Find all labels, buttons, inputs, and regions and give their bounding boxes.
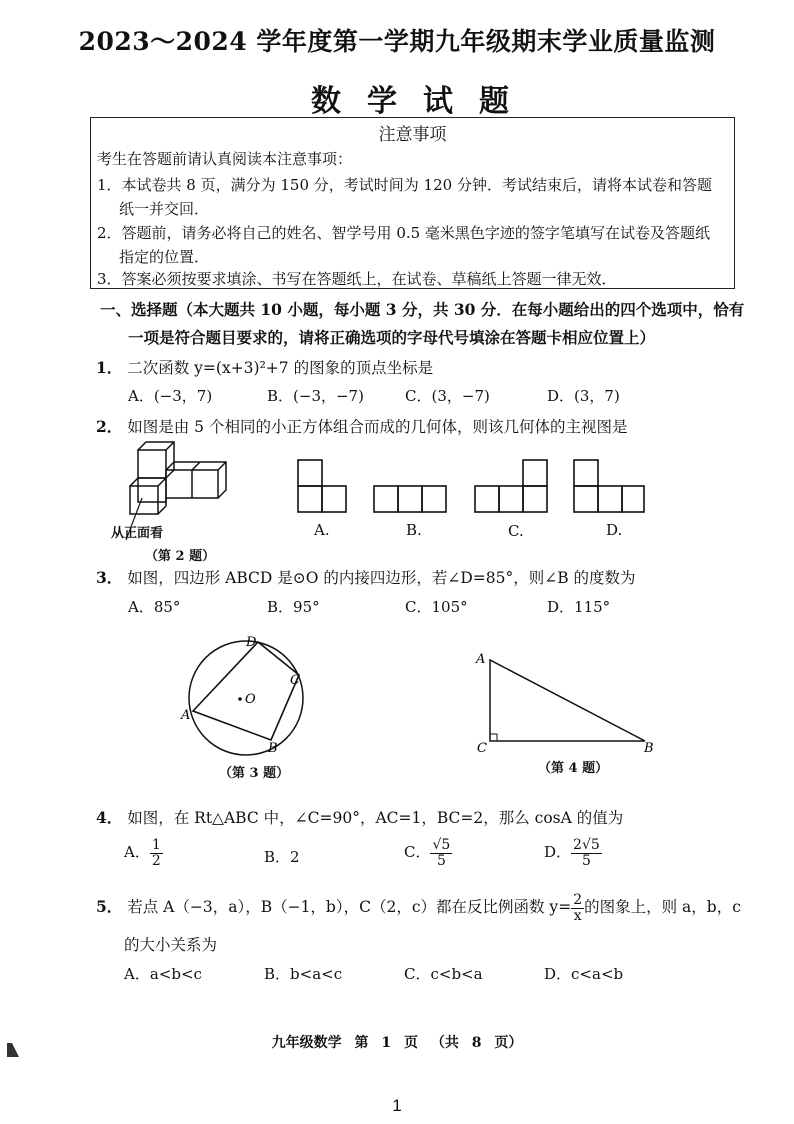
q4-option-b: B．2 (264, 848, 300, 866)
q4-caption: （第 4 题） (538, 761, 609, 776)
question-number: 4． (96, 808, 123, 827)
question-text: 如图，在 Rt△ABC 中，∠C=90°，AC=1，BC=2，那么 cosA 的值为 (127, 809, 624, 827)
question-number: 2． (96, 417, 123, 436)
q2-option-b-figure (374, 486, 446, 512)
fraction-denominator: 2 (151, 852, 161, 869)
label-a: A (181, 708, 191, 723)
fraction-numerator: 1 (151, 837, 161, 853)
fraction (571, 838, 602, 868)
label-b: B (268, 741, 278, 756)
q2-option-d-label: D. (606, 521, 623, 539)
label-a: A (476, 652, 486, 667)
page-number: 1 (392, 1096, 402, 1115)
q3-caption: （第 3 题） (219, 766, 290, 781)
notice-box (90, 117, 735, 289)
fraction-numerator: 2√5 (573, 837, 600, 853)
fraction (571, 893, 584, 923)
q4-option-a (124, 838, 163, 868)
q4-option-d (544, 838, 602, 868)
quadrilateral-abcd (193, 642, 299, 740)
fraction-numerator: √5 (432, 837, 451, 853)
exam-title: 2023～2024 学年度第一学期九年级期末学业质量监测 (78, 27, 716, 56)
question-4 (96, 806, 623, 828)
q2-option-a-label: A. (314, 521, 330, 539)
q1-option-b: B．(−3，−7) (267, 387, 364, 405)
fraction (150, 838, 163, 868)
question-5 (96, 893, 741, 923)
q1-option-c: C．(3，−7) (405, 387, 490, 405)
q2-option-c-label: C. (508, 522, 524, 540)
q3-option-b: B．95° (267, 598, 320, 616)
right-angle-mark (490, 734, 497, 741)
notice-item-2: 2．答题前，请务必将自己的姓名、智学号用 0.5 毫米黑色字迹的签字笔填写在试卷及答题纸 (97, 224, 710, 242)
section-heading-line2: 一项是符合题目要求的，请将正确选项的字母代号填涂在答题卡相应位置上） (128, 328, 656, 347)
label-b: B (644, 741, 654, 756)
question-text: 如图是由 5 个相同的小正方体组合而成的几何体，则该几何体的主视图是 (127, 418, 628, 436)
question-1 (96, 356, 433, 378)
label-o: O (245, 692, 256, 707)
notice-item-1-cont: 纸一并交回． (119, 200, 210, 218)
q2-option-c-figure (475, 460, 547, 512)
question-5-line2: 的大小关系为 (124, 936, 218, 954)
notice-item-1: 1．本试卷共 8 页，满分为 150 分，考试时间为 120 分钟．考试结束后，请将本试卷和答题 (97, 176, 712, 194)
question-text: 二次函数 y=(x+3)²+7 的图象的顶点坐标是 (127, 359, 434, 377)
q2-option-d-figure (574, 460, 644, 512)
q4-option-c (404, 838, 452, 868)
label-c: C (290, 673, 300, 688)
exam-subtitle: 数学试题 (311, 84, 535, 119)
fraction-denominator: 5 (436, 852, 446, 869)
fraction-denominator: 5 (581, 852, 591, 869)
q3-option-d: D．115° (547, 598, 611, 616)
triangle-abc (490, 660, 645, 741)
q2-options-figures (296, 458, 646, 516)
q4-triangle-figure (470, 648, 660, 758)
option-prefix: D． (544, 843, 572, 862)
label-c: C (477, 741, 487, 756)
q5-option-b: B．b<a<c (264, 965, 343, 983)
fraction-numerator: 2 (573, 892, 583, 908)
page-footer: 九年级数学 第 1 页 （共 8 页） (271, 1035, 523, 1051)
q2-option-b-label: B. (406, 521, 422, 539)
q1-option-d: D．(3，7) (547, 387, 620, 405)
question-number: 3． (96, 568, 123, 587)
question-text: 若点 A（−3，a），B（−1，b），C（2，c）都在反比例函数 y= (127, 898, 572, 917)
option-prefix: C． (404, 843, 431, 862)
question-text: 如图，四边形 ABCD 是⊙O 的内接四边形，若∠D=85°，则∠B 的度数为 (127, 569, 636, 587)
notice-item-3: 3．答案必须按要求填涂、书写在答题纸上，在试卷、草稿纸上答题一律无效． (97, 270, 617, 288)
notice-title: 注意事项 (378, 125, 447, 145)
q5-option-a: A．a<b<c (124, 965, 202, 983)
notice-intro: 考生在答题前请认真阅读本注意事项： (97, 150, 353, 168)
q1-option-a: A．(−3，7) (128, 387, 213, 405)
section-heading-line1: 一、选择题（本大题共 10 小题，每小题 3 分，共 30 分．在每小题给出的四个选项中，恰有 (100, 300, 745, 319)
q5-option-c: C．c<b<a (404, 965, 483, 983)
q3-option-c: C．105° (405, 598, 468, 616)
q2-view-label: 从正面看 (111, 526, 164, 541)
question-number: 5． (96, 897, 123, 917)
q2-option-a-figure (298, 460, 346, 512)
notice-item-2-cont: 指定的位置． (119, 248, 210, 266)
q2-caption: （第 2 题） (145, 549, 216, 564)
question-2 (96, 415, 627, 437)
fraction (430, 838, 452, 868)
question-3 (96, 566, 636, 588)
q5-option-d: D．c<a<b (544, 965, 624, 983)
center-point (238, 697, 242, 701)
label-d: D (246, 635, 257, 650)
fraction-denominator: x (573, 907, 582, 924)
q3-circle-figure (170, 630, 320, 760)
question-number: 1． (96, 358, 123, 377)
option-prefix: A． (124, 843, 150, 862)
question-text-cont: 的图象上，则 a，b，c (584, 898, 741, 917)
q3-option-a: A．85° (128, 598, 181, 616)
